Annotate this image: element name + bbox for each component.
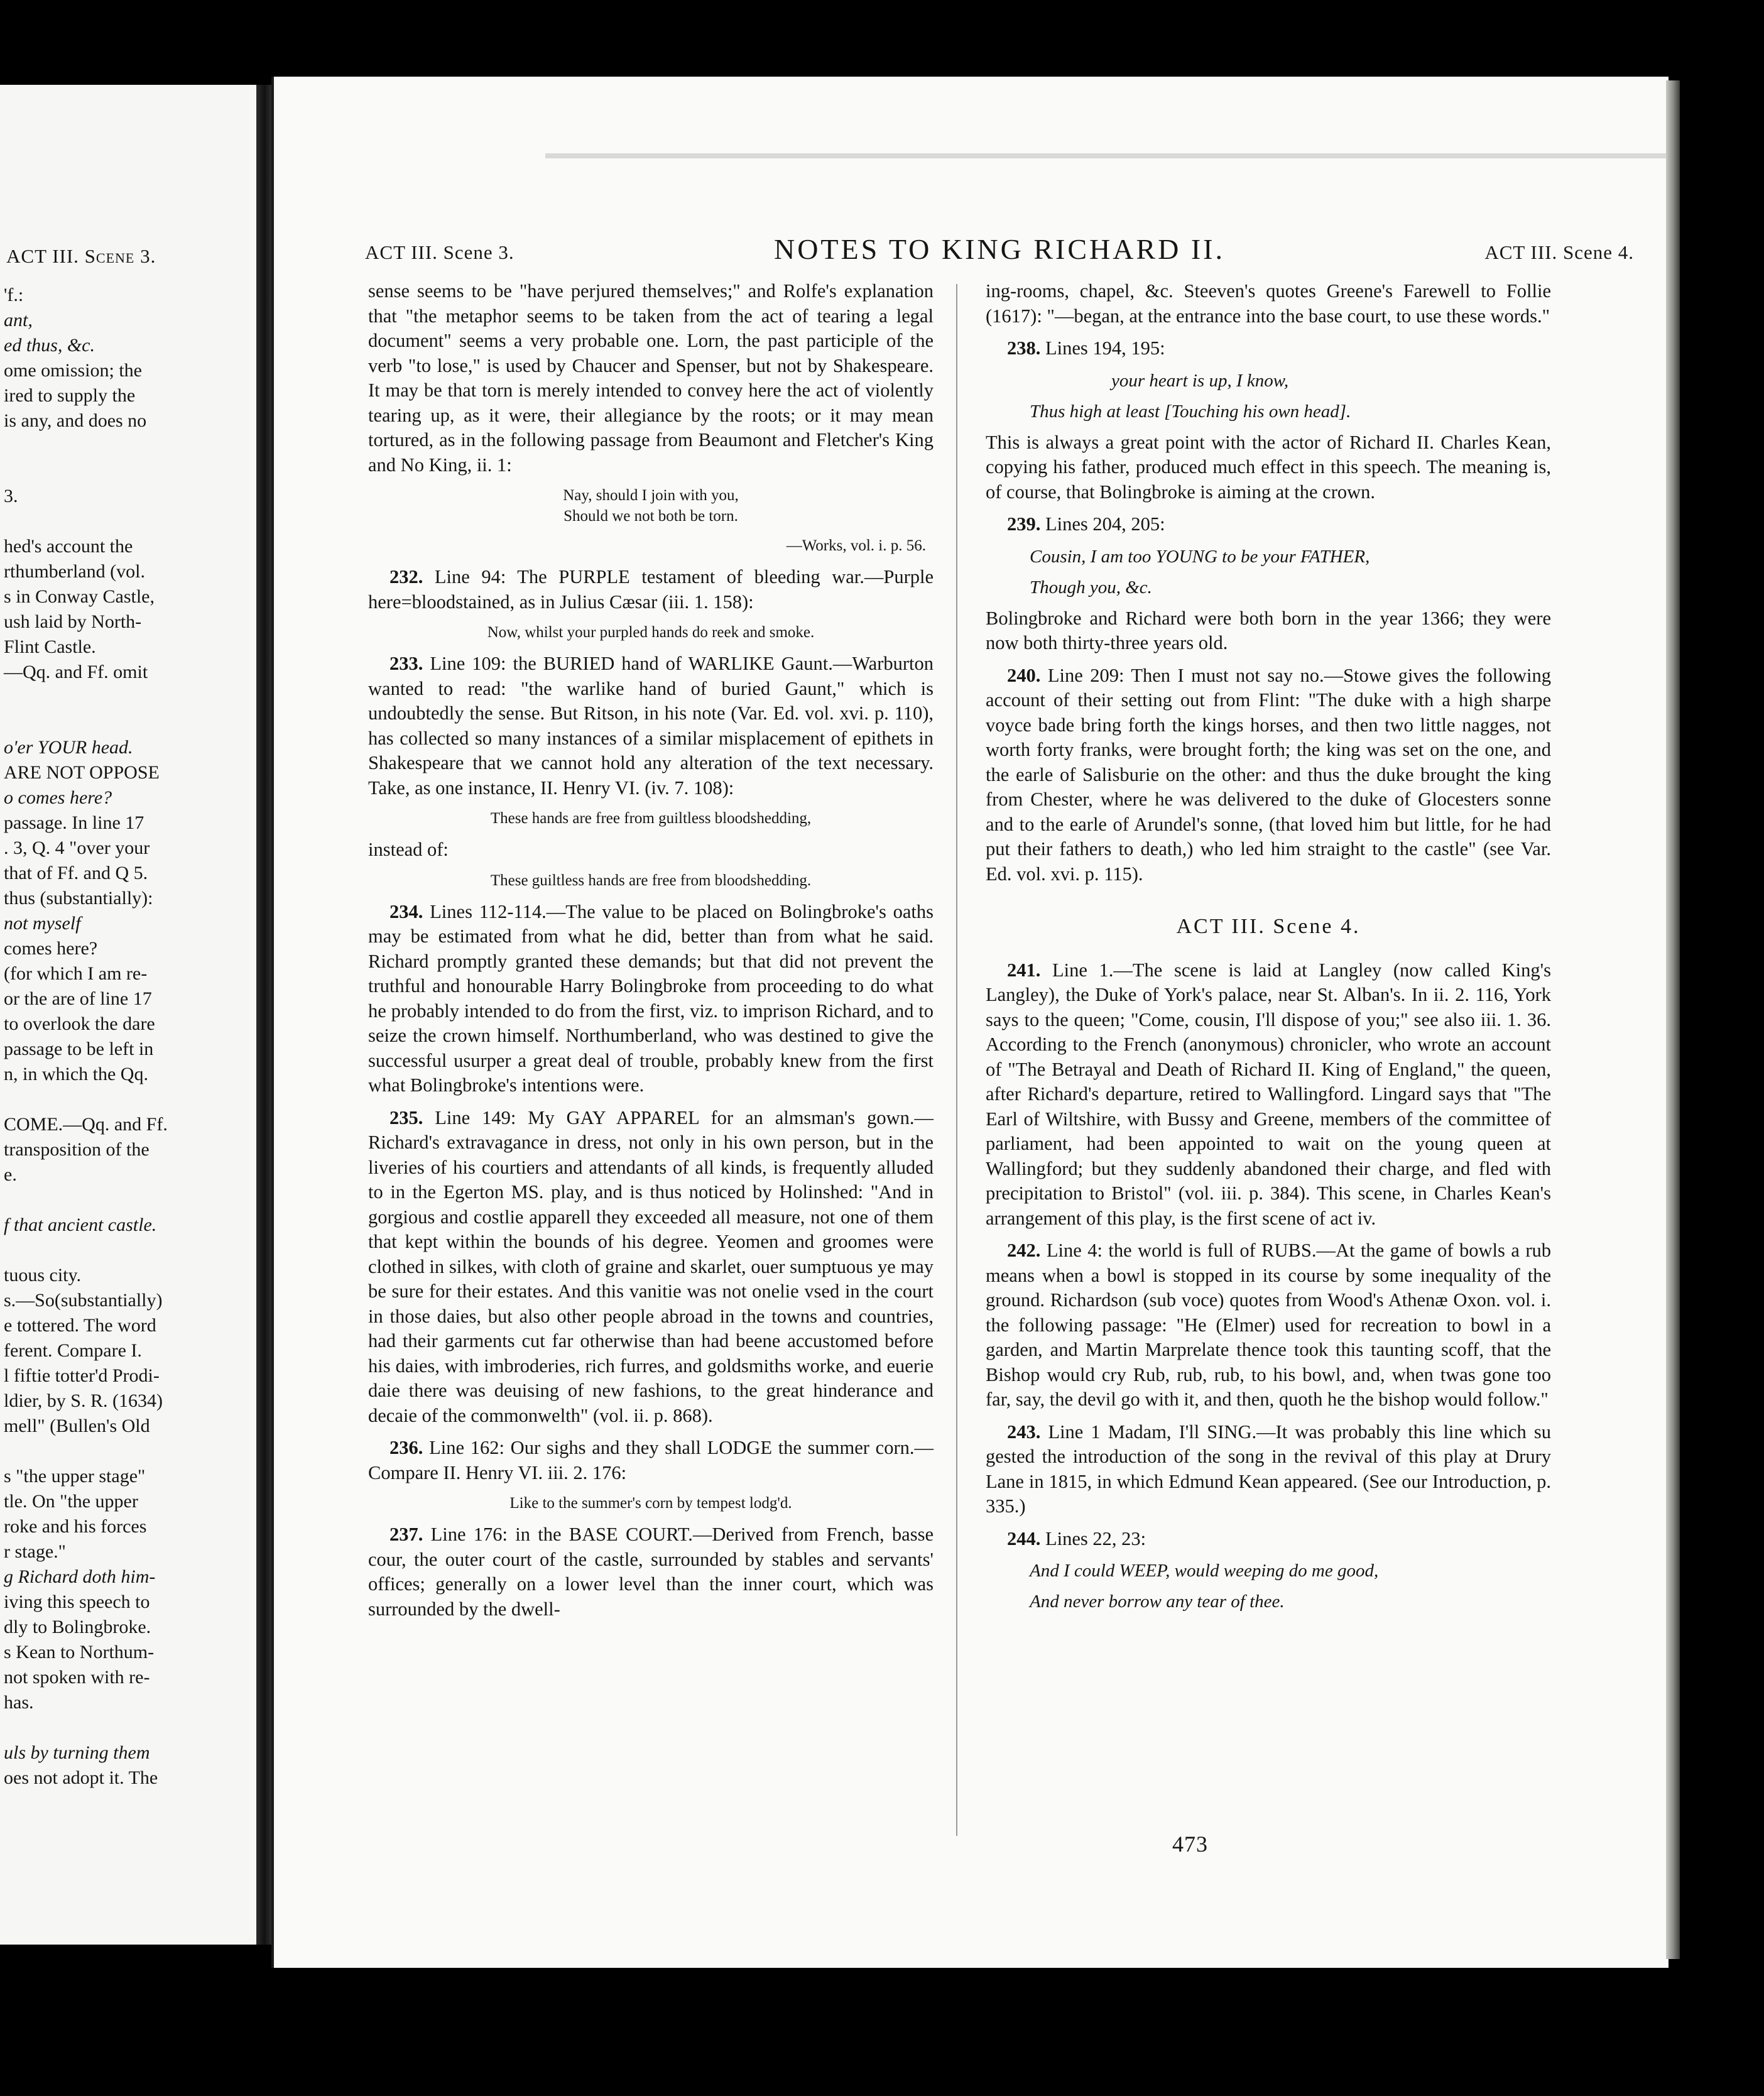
note-235 — [368, 1106, 934, 1429]
note-text: Line 4: the world is full of RUBS.—At the game of bowls a rub means when a bowl is stopped in its course by some inequality of the ground. Richardson (sub voce) quotes from Wood's Athenæ Oxon. vol. i. the following passage: "He (Elmer) used for recreation to bowl in a garden, and Martin Marprelate thence took this taunting scoff, that the Bishop would cry Rub, rub, rub, to his bowl, and, when twas gone too far, say, the devil go with it, and then, quoth he the bishop would follow." — [986, 1240, 1552, 1410]
left-page-line: not myself — [4, 913, 81, 934]
running-head-right: ACT III. Scene 4. — [1484, 241, 1634, 263]
quotation: These hands are free from guiltless bloodshedding, — [490, 810, 812, 827]
left-page-line: roke and his forces — [4, 1516, 147, 1537]
note-236 — [368, 1436, 934, 1485]
left-page-line — [0, 509, 239, 534]
note-text: instead of: — [368, 839, 449, 860]
left-page-line — [0, 434, 239, 459]
left-page-line: ant, — [4, 310, 33, 330]
verse-line: And I could WEEP, would weeping do me good, — [1030, 1561, 1379, 1581]
left-page-line: mell" (Bullen's Old — [4, 1416, 150, 1436]
note-text: Line 209: Then I must not say no.—Stowe gives the following account of their setting out from Flint: "The duke with a high sharpe voyce bade bring forth the kings horses, and then two little nagges, not worth forty franks, were brought forth; the king was set on the one, and the earle of Salisburie on the other: and thus the duke brought the king from Chester, where he was delivered to the duke of Glocesters sonne and to the earle of Arundel's sonne, (that loved him but little, for he had put their fathers to death,) who led him straight to the castle" (see Var. Ed. vol. xvi. p. 115). — [986, 664, 1551, 885]
note-239 — [986, 512, 1551, 537]
left-page-line: s "the upper stage" — [4, 1466, 146, 1487]
left-page-line: that of Ff. and Q 5. — [4, 863, 148, 883]
left-page-line: e. — [4, 1164, 17, 1185]
note-number: 232. — [389, 566, 423, 587]
left-page-line: ed thus, &c. — [4, 335, 95, 356]
quotation-line: Should we not both be torn. — [564, 508, 738, 525]
left-page-line: to overlook the dare — [4, 1013, 155, 1034]
left-page-line — [0, 459, 239, 484]
scene-heading: ACT III. Scene 4. — [1176, 915, 1361, 938]
left-page-line — [0, 1715, 239, 1740]
note-number: 236. — [389, 1437, 423, 1458]
left-page-line: ARE NOT OPPOSE — [4, 762, 160, 783]
left-page-line: o'er YOUR head. — [4, 737, 133, 758]
note-number: 234. — [389, 900, 423, 922]
left-page-line: comes here? — [4, 938, 98, 959]
note-241 — [986, 958, 1551, 1231]
left-page-line — [0, 1087, 239, 1112]
left-page-line: 3. — [4, 486, 18, 506]
quotation-line: Nay, should I join with you, — [563, 487, 739, 504]
verse-line: your heart is up, I know, — [1111, 370, 1289, 391]
left-page-line: ome omission; the — [4, 360, 142, 381]
left-page-line: ush laid by North- — [4, 611, 142, 632]
running-head-left: ACT III. Scene 3. — [365, 241, 514, 263]
left-page-line: hed's account the — [4, 536, 133, 557]
left-page-line: thus (substantially): — [4, 888, 153, 909]
left-page-line: or the are of line 17 — [4, 988, 152, 1009]
left-page-line: . 3, Q. 4 "over your — [4, 838, 150, 858]
left-page-line: is any, and does no — [4, 410, 147, 431]
left-page-line: oes not adopt it. The — [4, 1767, 158, 1788]
note-text: Line 149: My GAY APPAREL for an almsman's gown.—Richard's extravagance in dress, not only in his own person, but in the liveries of his courtiers and attendants of all kinds, is frequently alluded to in the Egerton MS. play, and is thus noticed by Holinshed: "And in gorgious and costlie apparell they exceeded all measure, not one of them that kept within the bounds of his degree. Yeomen and groomes were clothed in silkes, with cloth of graine and skarlet, ouer sumptuous ye may be sure for their estates. And this vanitie was not onelie vsed in the court in those daies, but also other people abroad in the towns and countries, had their garments cut far otherwise than had beene accustomed before his daies, with imbroderies, rich furres, and goldsmiths worke, and euerie daie there was deuising of new fashions, to the great hinderance and decaie of the commonwelth" (vol. ii. p. 868). — [368, 1106, 934, 1426]
note-233 — [368, 652, 934, 800]
column-divider — [956, 284, 957, 1836]
note-text: Line 1 Madam, I'll SING.—It was probably this line which su gested the introduction of the song in the revival of this play at Drury Lane in 1815, in which Edmund Kean appeared. (See our Introduction, p. 335.) — [986, 1421, 1551, 1517]
left-page-line — [0, 685, 239, 710]
left-page-line: passage. In line 17 — [4, 812, 144, 833]
note-number: 242. — [1007, 1240, 1041, 1261]
note-number: 244. — [1007, 1527, 1041, 1549]
note-243 — [986, 1420, 1551, 1519]
left-page-fragment — [0, 85, 256, 1945]
right-page — [271, 77, 1669, 1968]
left-column — [368, 279, 934, 1629]
note-text: Line 109: the BURIED hand of WARLIKE Gaunt.—Warburton wanted to read: "the warlike hand of buried Gaunt," which is undoubtedly the sense. But Ritson, in his note (Var. Ed. vol. xvi. p. 110), has collected so many instances of a similar misplacement of epithets in Shakespeare that we cannot hold any alteration of the text necessary. Take, as one instance, II. Henry VI. (iv. 7. 108): — [368, 653, 934, 799]
left-page-line: transposition of the — [4, 1139, 150, 1160]
note-text: Line 176: in the BASE COURT.—Derived from French, basse cour, the outer court of the castle, surrounded by stables and servants' offices; generally on a lower level than the inner court, which was surrounded by the dwell- — [368, 1524, 934, 1620]
left-page-line: s.—So(substantially) — [4, 1290, 163, 1311]
note-231-continued: sense seems to be "have perjured themselves;" and Rolfe's explanation that "the metaphor seems to be taken from the act of tearing a legal document" seems a very probable one. Lorn, the past participle of the verb "to lose," is used by Chaucer and Spenser, but not by Shakespeare. It may be that torn is merely intended to convey here the act of violently tearing up, as it were, their allegiance by the roots; or it may mean tortured, as in the following passage from Beaumont and Fletcher's King and No King, ii. 1: — [368, 280, 934, 476]
left-page-line: dly to Bolingbroke. — [4, 1617, 151, 1637]
note-text: Line 94: The PURPLE testament of bleeding war.—Purple here=bloodstained, as in Julius Cæsar (iii. 1. 158): — [368, 566, 934, 613]
left-page-line: f that ancient castle. — [4, 1214, 157, 1235]
left-page-line: o comes here? — [4, 787, 112, 808]
verse-line: Though you, &c. — [1030, 577, 1152, 598]
quotation — [368, 485, 934, 527]
left-page-line: s Kean to Northum- — [4, 1642, 155, 1662]
left-page-line: tuous city. — [4, 1265, 82, 1285]
note-244 — [986, 1527, 1551, 1552]
left-page-line: Flint Castle. — [4, 636, 96, 657]
left-page-line: (for which I am re- — [4, 963, 148, 984]
left-page-line: ired to supply the — [4, 385, 136, 406]
note-number: 239. — [1007, 513, 1041, 535]
page-top-shade — [545, 153, 1669, 158]
left-page-line — [0, 710, 239, 735]
page-number: 473 — [1172, 1831, 1208, 1857]
note-237-continued: ing-rooms, chapel, &c. Steeven's quotes Greene's Farewell to Follie (1617): "—began, at the entrance into the base court, to use these words." — [986, 280, 1551, 327]
left-page-line: not spoken with re- — [4, 1667, 150, 1688]
running-head — [365, 232, 1634, 270]
verse-line: Thus high at least [Touching his own head]. — [1030, 401, 1351, 422]
left-page-line: ferent. Compare I. — [4, 1340, 142, 1361]
left-page-line: g Richard doth him- — [4, 1566, 156, 1587]
note-238 — [986, 336, 1551, 361]
running-head-title: NOTES TO KING RICHARD II. — [773, 233, 1225, 265]
left-page-line: n, in which the Qq. — [4, 1064, 148, 1084]
note-number: 237. — [389, 1524, 423, 1545]
left-page-line: ldier, by S. R. (1634) — [4, 1390, 163, 1411]
left-page-line: e tottered. The word — [4, 1315, 156, 1336]
note-text: Lines 22, 23: — [1045, 1527, 1146, 1549]
note-237 — [368, 1522, 934, 1622]
left-page-line: has. — [4, 1692, 34, 1713]
note-text: Lines 112-114.—The value to be placed on Bolingbroke's oaths may be estimated from what he did, better than from what he said. Richard promptly granted these demands; but that did not prevent the truthful and honourable Harry Bolingbroke from proceeding to do what he probably intended to do from the first, viz. to imprison Richard, and to seize the crown himself. Northumberland, who was destined to give the successful usurper a great deal of trouble, probably knew from the first what Bolingbroke's intentions were. — [368, 900, 934, 1096]
note-text: Lines 204, 205: — [1045, 513, 1165, 535]
note-240 — [986, 663, 1551, 887]
verse-line: And never borrow any tear of thee. — [1030, 1591, 1285, 1612]
left-page-line: passage to be left in — [4, 1039, 154, 1059]
note-242 — [986, 1238, 1551, 1412]
left-page-line: s in Conway Castle, — [4, 586, 155, 607]
note-text: Line 162: Our sighs and they shall LODGE the summer corn.—Compare II. Henry VI. iii. 2. 176: — [368, 1437, 934, 1483]
citation: —Works, vol. i. p. 56. — [786, 537, 926, 554]
note-number: 238. — [1007, 337, 1041, 359]
note-text: Bolingbroke and Richard were both born in the year 1366; they were now both thirty-three years old. — [986, 607, 1551, 653]
left-page-line: uls by turning them — [4, 1742, 150, 1763]
left-page-line: —Qq. and Ff. omit — [4, 662, 148, 682]
right-column — [986, 279, 1551, 1620]
note-234 — [368, 900, 934, 1098]
left-page-line — [0, 1187, 239, 1213]
left-page-line: iving this speech to — [4, 1591, 150, 1612]
left-page-line: COME.—Qq. and Ff. — [4, 1114, 168, 1135]
quotation: These guiltless hands are free from bloodshedding. — [490, 871, 812, 889]
left-page-line — [0, 1439, 239, 1464]
note-number: 235. — [389, 1106, 423, 1128]
note-232 — [368, 565, 934, 614]
note-text: This is always a great point with the actor of Richard II. Charles Kean, copying his father, produced much effect in this speech. The meaning is, of course, that Bolingbroke is aiming at the crown. — [986, 431, 1551, 503]
left-page-line: tle. On "the upper — [4, 1491, 138, 1512]
note-number: 233. — [389, 653, 423, 674]
quotation: Like to the summer's corn by tempest lodg'd. — [509, 1495, 792, 1512]
left-page-line: rthumberland (vol. — [4, 561, 145, 582]
left-page-line: r stage." — [4, 1541, 66, 1562]
left-page-running-head: ACT III. Scene 3. — [6, 245, 156, 267]
quotation: Now, whilst your purpled hands do reek and smoke. — [487, 624, 815, 641]
left-page-line — [0, 1238, 239, 1263]
verse-line: Cousin, I am too YOUNG to be your FATHER, — [1030, 546, 1370, 567]
note-text: Line 1.—The scene is laid at Langley (now called King's Langley), the Duke of York's palace, near St. Alban's. In ii. 2. 116, York says to the queen; "Come, cousin, I'll dispose of you;" see also iii. 1. 36. According to the French (anonymous) chronicler, who wrote an account of "The Betrayal and Death of Richard II. King of England," the queen, after Richard's departure, retired to Wallingford. Lingard says that "The Earl of Wiltshire, with Bussy and Greene, members of the committee of parliament, had been appointed to wait on the young queen at Wallingford; but they suddenly abandoned their charge, and fled with precipitation to Bristol" (vol. iii. p. 384). This scene, in Charles Kean's arrangement of this play, is the first scene of act iv. — [986, 959, 1552, 1229]
note-number: 240. — [1007, 664, 1041, 686]
page-edge — [1666, 80, 1680, 1959]
note-text: Lines 194, 195: — [1045, 337, 1165, 359]
note-number: 241. — [1007, 959, 1041, 981]
note-number: 243. — [1007, 1421, 1041, 1443]
left-page-line: l fiftie totter'd Prodi- — [4, 1365, 160, 1386]
left-page-text — [0, 283, 239, 1791]
left-page-line: 'f.: — [4, 285, 24, 305]
